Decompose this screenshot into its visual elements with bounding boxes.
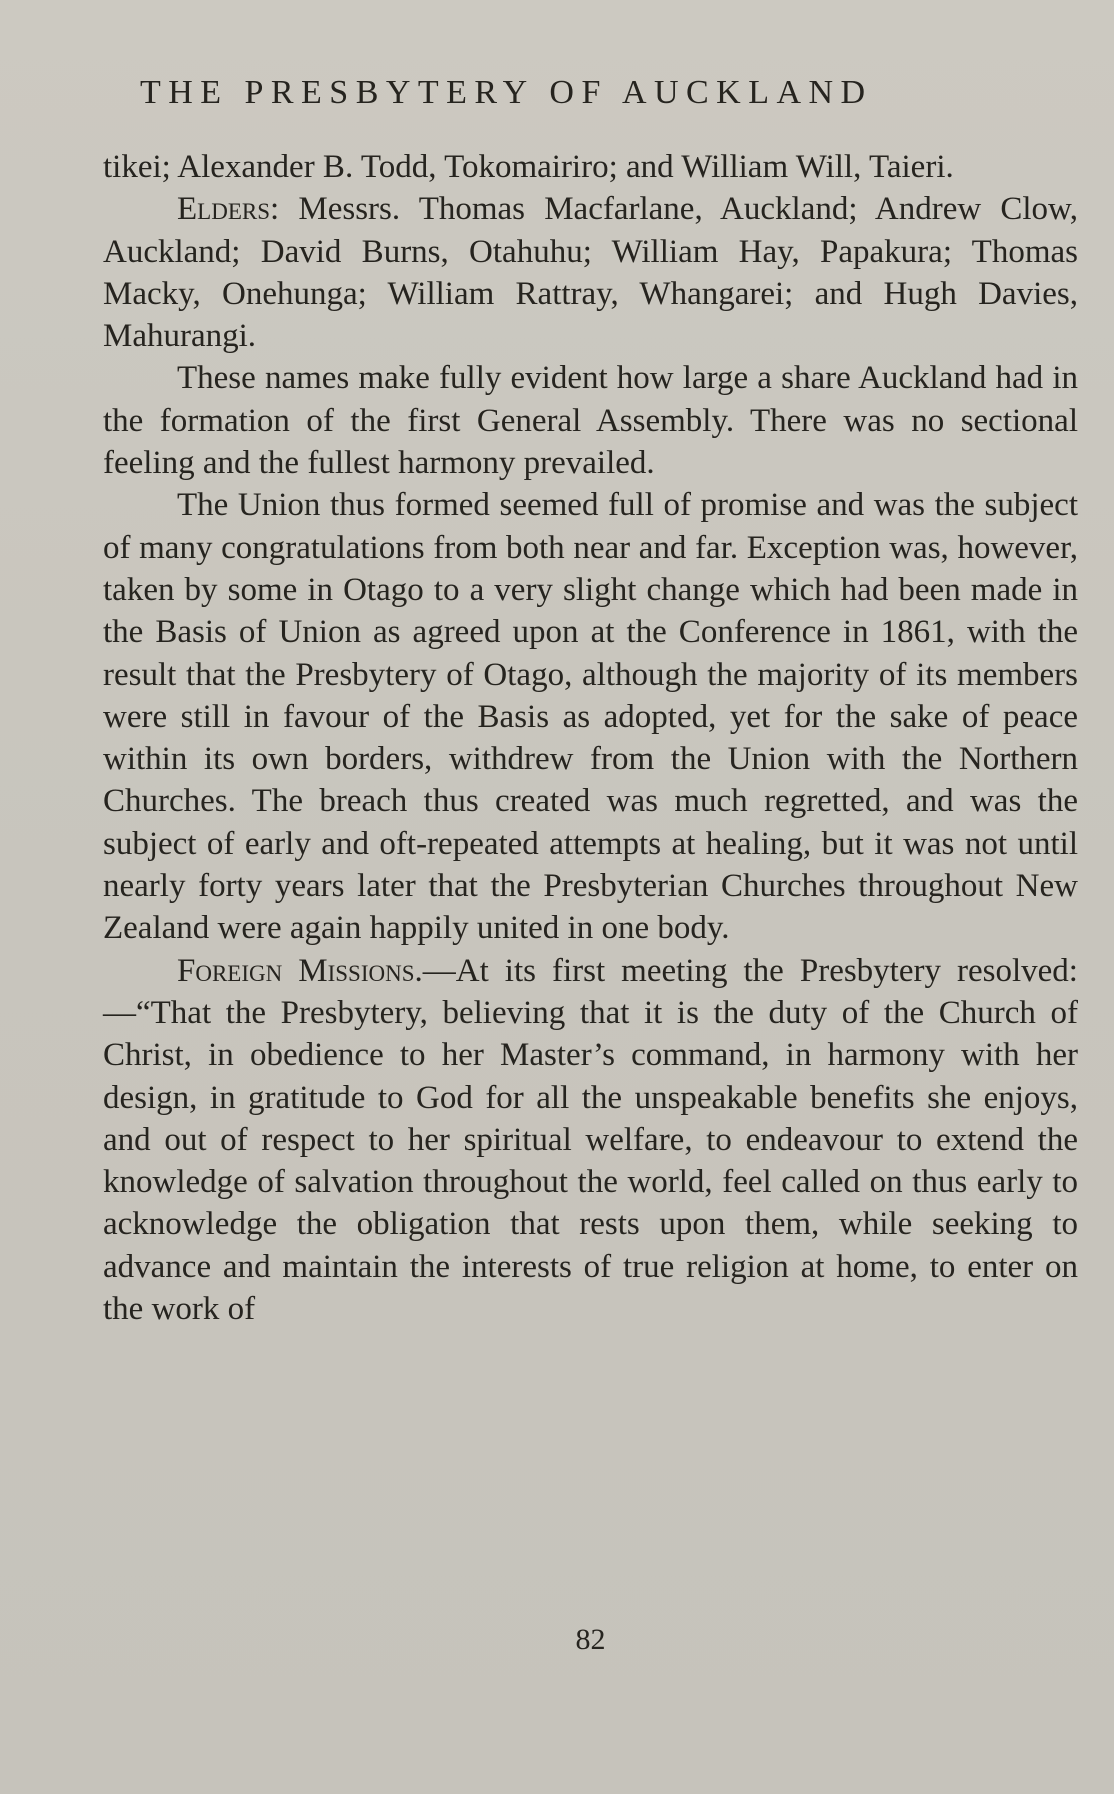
- paragraph-foreign-missions: [103, 950, 1078, 1331]
- elders-text: Messrs. Thomas Macfarlane, Auckland; Andrew Clow, Auckland; David Burns, Otahuhu; William Hay, Papakura; Thomas Macky, Onehunga; William Rattray, Whangarei; and Hugh Davies, Mahurangi.: [103, 191, 1078, 355]
- paragraph-names: These names make fully evident how large a share Auckland had in the formation of the first General Assembly. There was no sectional feeling and the fullest harmony prevailed.: [103, 360, 1078, 482]
- foreign-missions-label: Foreign Missions.: [177, 952, 423, 989]
- elders-label: Elders:: [177, 191, 280, 228]
- foreign-missions-text: —At its first meeting the Presbytery resolved:—“That the Presbytery, believing that it is the duty of the Church of Christ, in obedience to her Master’s command, in harmony with her design, in gratitude to God for all the unspeakable benefits she enjoys, and out of respect to her spiritual welfare, to endeavour to extend the knowledge of salvation throughout the world, feel called on thus early to acknowledge the obligation that rests upon them, while seeking to advance and maintain the interests of true religion at home, to enter on the work of: [103, 952, 1078, 1328]
- paragraph-elders: [103, 188, 1078, 357]
- page-number: 82: [575, 1623, 606, 1656]
- paragraph-union: The Union thus formed seemed full of promise and was the subject of many congratulations from both near and far. Exception was, however, taken by some in Otago to a very slight change which had been made in the Basis of Union as agreed upon at the Conference in 1861, with the result that the Presbytery of Otago, although the majority of its members were still in favour of the Basis as adopted, yet for the sake of peace within its own borders, withdrew from the Union with the Northern Churches. The breach thus created was much regretted, and was the subject of early and oft-repeated attempts at healing, but it was not until nearly forty years later that the Presbyterian Churches throughout New Zealand were again happily united in one body.: [103, 487, 1078, 947]
- running-head: THE PRESBYTERY OF AUCKLAND: [140, 74, 873, 111]
- body-text: [103, 146, 1078, 1330]
- paragraph-continuation: tikei; Alexander B. Todd, Tokomairiro; and William Will, Taieri.: [103, 149, 954, 185]
